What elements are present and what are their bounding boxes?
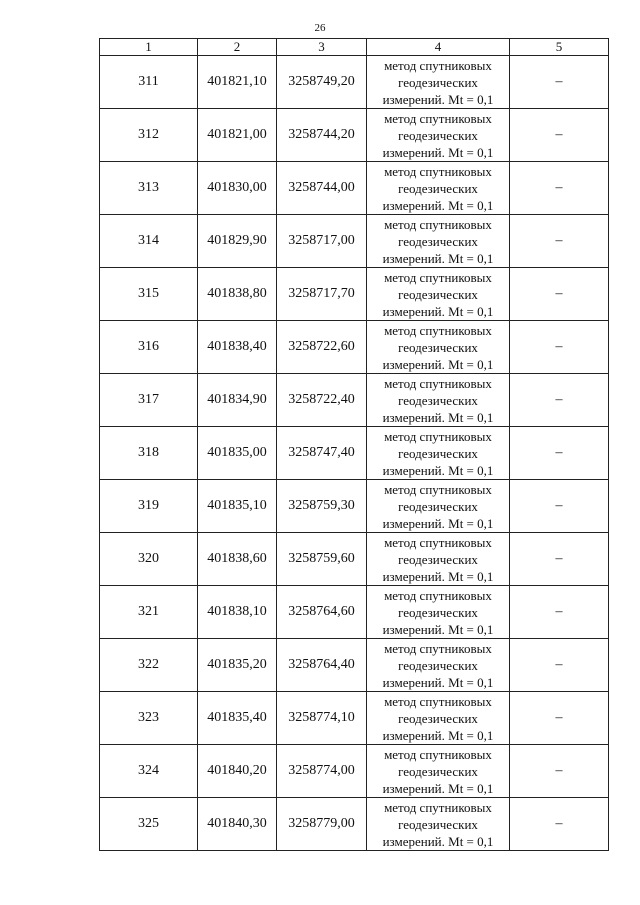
header-col-1: 1 [100,39,198,56]
y-coordinate-cell: 3258717,70 [277,268,367,321]
method-line: измерений. Mt = 0,1 [382,197,494,213]
x-coordinate-cell: 401821,10 [198,56,277,109]
method-line: измерений. Mt = 0,1 [382,621,494,637]
note-cell: – [510,745,609,798]
method-cell [367,162,510,215]
x-coordinate-cell: 401838,40 [198,321,277,374]
method-line: метод спутниковых [384,57,492,73]
point-number-cell: 319 [100,480,198,533]
method-line: метод спутниковых [384,428,492,444]
x-coordinate-cell: 401821,00 [198,109,277,162]
y-coordinate-cell: 3258747,40 [277,427,367,480]
table-row [100,109,609,162]
method-line: геодезических [398,233,478,249]
note-cell: – [510,533,609,586]
table-row [100,639,609,692]
y-coordinate-cell: 3258749,20 [277,56,367,109]
method-line: геодезических [398,74,478,90]
x-coordinate-cell: 401840,30 [198,798,277,851]
method-line: метод спутниковых [384,322,492,338]
y-coordinate-cell: 3258759,30 [277,480,367,533]
header-col-2: 2 [198,39,277,56]
page-number: 26 [314,22,326,34]
method-line: измерений. Mt = 0,1 [382,780,494,796]
point-number-cell: 320 [100,533,198,586]
y-coordinate-cell: 3258744,00 [277,162,367,215]
point-number-cell: 316 [100,321,198,374]
table-body [100,56,609,851]
y-coordinate-cell: 3258764,40 [277,639,367,692]
note-cell: – [510,268,609,321]
method-cell [367,268,510,321]
table-row [100,692,609,745]
note-cell: – [510,692,609,745]
y-coordinate-cell: 3258759,60 [277,533,367,586]
method-line: геодезических [398,180,478,196]
table-row [100,162,609,215]
x-coordinate-cell: 401838,10 [198,586,277,639]
method-line: метод спутниковых [384,693,492,709]
y-coordinate-cell: 3258722,60 [277,321,367,374]
method-line: измерений. Mt = 0,1 [382,833,494,849]
method-line: измерений. Mt = 0,1 [382,727,494,743]
x-coordinate-cell: 401830,00 [198,162,277,215]
method-line: геодезических [398,498,478,514]
y-coordinate-cell: 3258774,10 [277,692,367,745]
method-cell [367,374,510,427]
table-row [100,798,609,851]
y-coordinate-cell: 3258774,00 [277,745,367,798]
table-row [100,533,609,586]
x-coordinate-cell: 401835,00 [198,427,277,480]
table-row [100,56,609,109]
coordinates-table [99,38,609,851]
note-cell: – [510,374,609,427]
method-line: измерений. Mt = 0,1 [382,515,494,531]
method-cell [367,586,510,639]
point-number-cell: 321 [100,586,198,639]
x-coordinate-cell: 401838,60 [198,533,277,586]
method-line: геодезических [398,392,478,408]
method-cell [367,639,510,692]
point-number-cell: 312 [100,109,198,162]
point-number-cell: 315 [100,268,198,321]
method-line: геодезических [398,551,478,567]
method-line: геодезических [398,763,478,779]
x-coordinate-cell: 401834,90 [198,374,277,427]
note-cell: – [510,109,609,162]
point-number-cell: 311 [100,56,198,109]
table-row [100,215,609,268]
x-coordinate-cell: 401838,80 [198,268,277,321]
method-cell [367,321,510,374]
method-line: геодезических [398,445,478,461]
method-line: измерений. Mt = 0,1 [382,674,494,690]
table-header [100,39,609,56]
table-row [100,427,609,480]
table-row [100,480,609,533]
method-line: метод спутниковых [384,799,492,815]
table-row [100,745,609,798]
table-row [100,586,609,639]
method-line: метод спутниковых [384,587,492,603]
header-col-4: 4 [367,39,510,56]
method-line: геодезических [398,339,478,355]
method-line: измерений. Mt = 0,1 [382,409,494,425]
method-cell [367,533,510,586]
method-line: измерений. Mt = 0,1 [382,91,494,107]
point-number-cell: 324 [100,745,198,798]
method-line: измерений. Mt = 0,1 [382,250,494,266]
x-coordinate-cell: 401829,90 [198,215,277,268]
method-cell [367,56,510,109]
table-row [100,374,609,427]
y-coordinate-cell: 3258722,40 [277,374,367,427]
method-line: метод спутниковых [384,163,492,179]
method-cell [367,798,510,851]
header-col-3: 3 [277,39,367,56]
method-cell [367,692,510,745]
x-coordinate-cell: 401835,20 [198,639,277,692]
method-line: геодезических [398,286,478,302]
method-line: геодезических [398,816,478,832]
note-cell: – [510,427,609,480]
method-cell [367,215,510,268]
method-line: геодезических [398,127,478,143]
note-cell: – [510,639,609,692]
method-line: метод спутниковых [384,640,492,656]
note-cell: – [510,798,609,851]
method-line: метод спутниковых [384,534,492,550]
method-cell [367,427,510,480]
note-cell: – [510,162,609,215]
note-cell: – [510,215,609,268]
point-number-cell: 313 [100,162,198,215]
method-line: измерений. Mt = 0,1 [382,568,494,584]
method-cell [367,745,510,798]
method-line: метод спутниковых [384,481,492,497]
method-line: геодезических [398,604,478,620]
point-number-cell: 322 [100,639,198,692]
method-line: метод спутниковых [384,375,492,391]
point-number-cell: 318 [100,427,198,480]
y-coordinate-cell: 3258744,20 [277,109,367,162]
x-coordinate-cell: 401835,10 [198,480,277,533]
y-coordinate-cell: 3258717,00 [277,215,367,268]
point-number-cell: 325 [100,798,198,851]
header-col-5: 5 [510,39,609,56]
table-row [100,268,609,321]
note-cell: – [510,586,609,639]
method-line: измерений. Mt = 0,1 [382,356,494,372]
method-line: метод спутниковых [384,110,492,126]
method-line: измерений. Mt = 0,1 [382,303,494,319]
point-number-cell: 323 [100,692,198,745]
x-coordinate-cell: 401835,40 [198,692,277,745]
method-line: метод спутниковых [384,216,492,232]
note-cell: – [510,321,609,374]
note-cell: – [510,480,609,533]
method-cell [367,109,510,162]
note-cell: – [510,56,609,109]
method-line: метод спутниковых [384,269,492,285]
method-line: геодезических [398,710,478,726]
method-line: метод спутниковых [384,746,492,762]
point-number-cell: 314 [100,215,198,268]
y-coordinate-cell: 3258764,60 [277,586,367,639]
table-row [100,321,609,374]
header-row [100,39,609,56]
method-line: измерений. Mt = 0,1 [382,144,494,160]
method-line: геодезических [398,657,478,673]
method-line: измерений. Mt = 0,1 [382,462,494,478]
point-number-cell: 317 [100,374,198,427]
y-coordinate-cell: 3258779,00 [277,798,367,851]
method-cell [367,480,510,533]
x-coordinate-cell: 401840,20 [198,745,277,798]
